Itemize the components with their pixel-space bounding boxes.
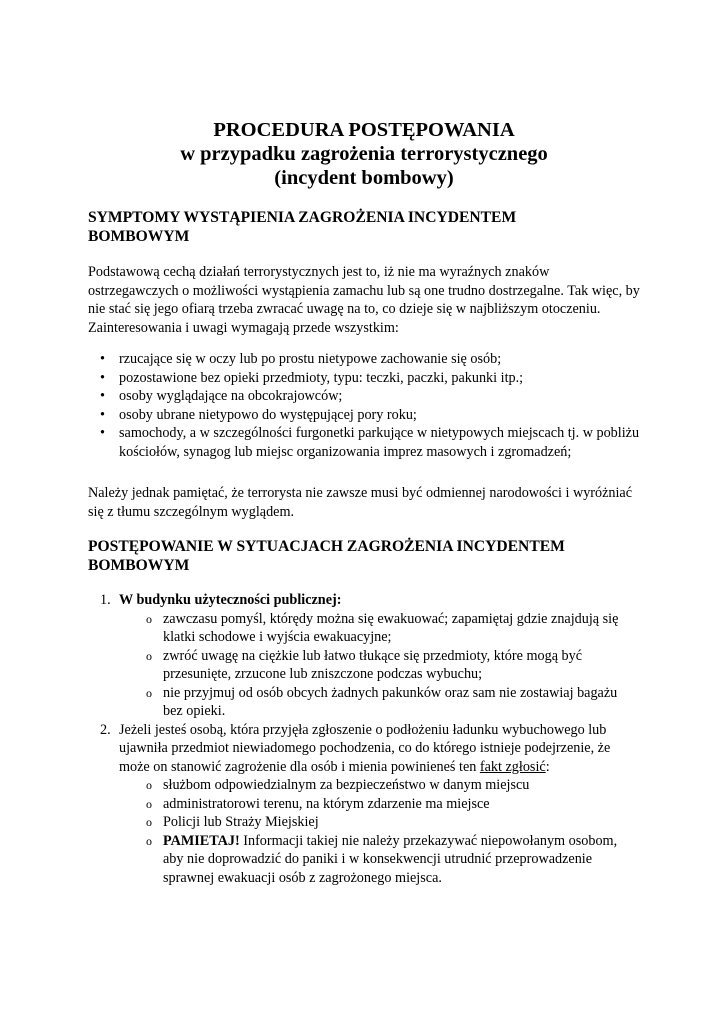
bullet-icon: • (100, 369, 105, 386)
procedure-item-2-sublist (119, 776, 640, 887)
procedure-list (88, 591, 640, 887)
title-line-2: w przypadku zagrożenia terrorystycznego (180, 143, 548, 165)
bullet-icon: • (100, 406, 105, 423)
list-item (88, 424, 640, 461)
list-item-text: służbom odpowiedzialnym za bezpieczeństwo w danym miejscu (163, 777, 530, 793)
symptom-list (88, 350, 640, 461)
item-label: W budynku użyteczności publicznej: (119, 592, 342, 608)
bullet-icon: • (100, 388, 105, 404)
list-item (119, 795, 640, 814)
bullet-icon: • (100, 351, 105, 367)
procedure-item-2 (88, 721, 640, 888)
title-line-1: PROCEDURA POSTĘPOWANIA (213, 119, 515, 141)
list-item-text: administratorowi terenu, na którym zdarzenie ma miejsce (163, 795, 490, 812)
list-item (88, 387, 640, 406)
warning-text: Informacji takiej nie należy przekazywać niepowołanym osobom, aby nie doprowadzić do paniki i w konsekwencji utrudnić przeprowadzenie sprawnej ewakuacji osób z zagrożonego miejsca. (163, 832, 618, 886)
circle-bullet-icon: o (146, 648, 152, 663)
list-item-text: Policji lub Straży Miejskiej (163, 814, 319, 830)
procedure-item-1-sublist (119, 610, 640, 721)
item-text: Jeżeli jesteś osobą, która przyjęła zgłoszenie o podłożeniu ładunku wybuchowego lub ujawniła przedmiot niewiadomego pochodzenia, co do którego istnieje podejrzenie, że może on stanowić zagrożenie dla osób i mienia powinieneś ten (119, 721, 611, 775)
circle-bullet-icon: o (146, 796, 152, 811)
section-2-heading (88, 537, 640, 575)
list-item (119, 832, 640, 888)
list-item (88, 369, 640, 388)
circle-bullet-icon: o (146, 611, 152, 626)
section-1-heading (88, 208, 640, 246)
section-1-heading-line-1: SYMPTOMY WYSTĄPIENIA ZAGROŻENIA INCYDENTEM (88, 209, 517, 226)
section-2-heading-line-2: BOMBOWYM (88, 557, 190, 574)
list-item (88, 406, 640, 425)
list-item-text: pozostawione bez opieki przedmioty, typu: teczki, paczki, pakunki itp.; (119, 369, 524, 386)
document-title (88, 118, 640, 190)
list-item (119, 684, 640, 721)
list-item (119, 776, 640, 795)
circle-bullet-icon: o (146, 815, 152, 829)
report-fact-link: fakt zgłosić (479, 758, 546, 775)
procedure-item-1 (88, 591, 640, 721)
circle-bullet-icon: o (146, 778, 152, 792)
list-item (119, 647, 640, 684)
section-1-closing: Należy jednak pamiętać, że terrorysta nie zawsze musi być odmiennej narodowości i wyróżniać się z tłumu szczególnym wyglądem. (88, 485, 633, 520)
item-number: 2. (100, 721, 111, 738)
item-text-suffix: : (545, 758, 550, 775)
list-item-text: osoby wyglądające na obcokrajowców; (119, 388, 343, 404)
bullet-icon: • (100, 425, 105, 441)
list-item-text: osoby ubrane nietypowo do występującej pory roku; (119, 406, 417, 423)
circle-bullet-icon: o (146, 685, 152, 700)
list-item (88, 350, 640, 369)
list-item (119, 813, 640, 832)
list-item-text: rzucające się w oczy lub po prostu nietypowe zachowanie się osób; (119, 351, 502, 367)
circle-bullet-icon: o (146, 833, 152, 848)
list-item (119, 610, 640, 647)
list-item-text: zwróć uwagę na ciężkie lub łatwo tłukące się przedmioty, które mogą być przesunięte, zrzucone lub zniszczone podczas wybuchu; (163, 647, 583, 682)
section-1-intro: Podstawową cechą działań terrorystycznych jest to, iż nie ma wyraźnych znaków ostrzegawczych o możliwości wystąpienia zamachu lub są one trudno dostrzegalne. Tak więc, by nie stać się jego ofiarą trzeba zwracać uwagę na to, co dzieje się w najbliższym otoczeniu. Zainteresowania i uwagi wymagają przede wszystkim: (88, 264, 640, 336)
section-1-heading-line-2: BOMBOWYM (88, 228, 190, 245)
list-item-text: samochody, a w szczególności furgonetki parkujące w nietypowych miejscach tj. w pobliżu kościołów, synagog lub miejsc organizowania imprez masowych i zgromadzeń; (119, 425, 640, 460)
section-2-heading-line-1: POSTĘPOWANIE W SYTUACJACH ZAGROŻENIA INCYDENTEM (88, 538, 565, 555)
title-line-3: (incydent bombowy) (274, 167, 454, 189)
item-number: 1. (100, 592, 111, 608)
list-item-text: zawczasu pomyśl, którędy można się ewakuować; zapamiętaj gdzie znajdują się klatki schodowe i wyjścia ewakuacyjne; (163, 610, 619, 645)
warning-label: PAMIETAJ! (163, 832, 240, 849)
list-item-text: nie przyjmuj od osób obcych żadnych pakunków oraz sam nie zostawiaj bagażu bez opieki. (163, 684, 618, 719)
